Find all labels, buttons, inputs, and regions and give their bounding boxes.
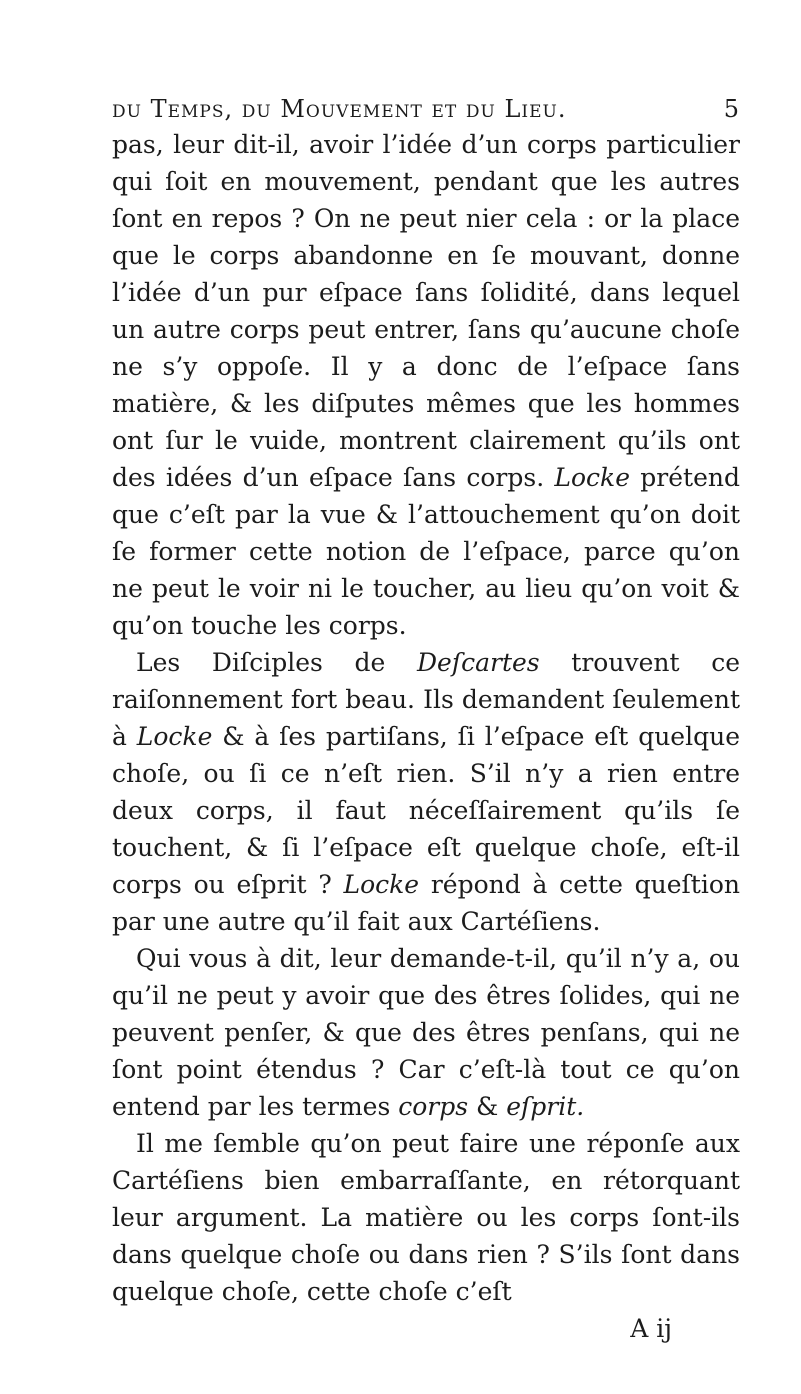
text-segment-italic: Locke [136,722,213,751]
text-segment-italic: corps [398,1092,469,1121]
text-segment: Qui vous à dit, leur demande-t-il, qu’il n’y a, ou qu’il ne peut y avoir que des êtres ſolides, qui ne peuvent penſer, & que des êtres penſans, qui ne ſont point étendus ? Car c’eſt-là tout ce qu’on entend par les termes [112,944,740,1121]
text-segment-italic: eſprit. [506,1092,585,1121]
text-segment: trouvent ce raiſonnement fort beau. Ils demandent ſeulement à [112,648,741,751]
text-segment: & [468,1092,507,1121]
text-segment-italic: Deſcartes [417,648,540,677]
paragraph-4 [112,1125,740,1310]
signature-mark: A ij [630,1314,672,1343]
paragraph-3 [112,940,740,1125]
text-segment: & à ſes partiſans, ſi l’eſpace eſt quelque choſe, ou ſi ce n’eſt rien. S’il n’y a rien entre deux corps, il faut néceſſairement qu’ils ſe touchent, & ſi l’eſpace eſt quelque choſe, eſt-il corps ou eſprit ? [112,722,740,899]
text-segment: prétend que c’eſt par la vue & l’attouchement qu’on doit ſe former cette notion de l’eſpace, parce qu’on ne peut le voir ni le toucher, au lieu qu’on voit & qu’on touche les corps. [112,463,740,640]
running-head-title: du Temps, du Mouvement et du Lieu. [112,95,567,123]
text-segment-italic: Locke [343,870,420,899]
text-segment-italic: Locke [554,463,631,492]
body-text [112,126,740,1310]
text-segment: répond à cette queſtion par une autre qu’il fait aux Cartéſiens. [112,870,740,936]
paragraph-2 [112,644,740,940]
text-segment: pas, leur dit-il, avoir l’idée d’un corps particulier qui ſoit en mouvement, pendant que les autres ſont en repos ? On ne peut nier cela : or la place que le corps abandonne en ſe mouvant, donne l’idée d’un pur eſpace ſans ſolidité, dans lequel un autre corps peut entrer, ſans qu’aucune choſe ne s’y oppoſe. Il y a donc de l’eſpace ſans matière, & les diſputes mêmes que les hommes ont ſur le vuide, montrent clairement qu’ils ont des idées d’un eſpace ſans corps. [112,130,740,492]
running-head [112,95,740,123]
text-segment: Il me ſemble qu’on peut faire une réponſe aux Cartéſiens bien embarraſſante, en rétorquant leur argument. La matière ou les corps ſont-ils dans quelque choſe ou dans rien ? S’ils ſont dans quelque choſe, cette choſe c’eſt [112,1129,740,1306]
paragraph-1 [112,126,740,644]
page-number: 5 [723,95,740,123]
text-segment: Les Diſciples de [136,648,417,677]
